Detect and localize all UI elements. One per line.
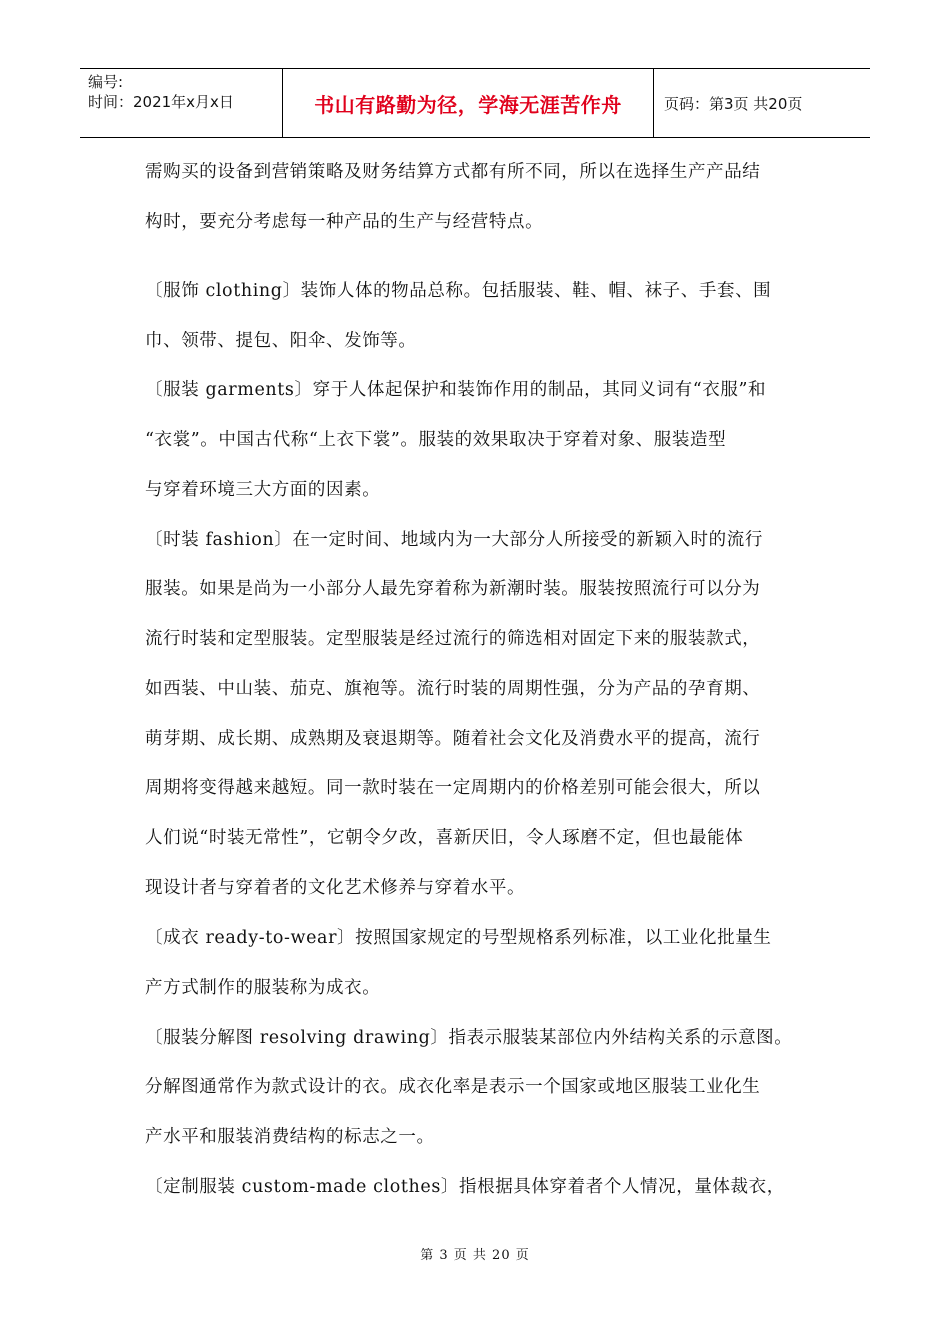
body-line: 〔成衣 ready-to-wear〕按照国家规定的号型规格系列标准，以工业化批量生: [145, 928, 772, 948]
page-footer: 第 3 页 共 20 页: [420, 1248, 530, 1263]
body-line: 与穿着环境三大方面的因素。: [145, 480, 381, 500]
body-line: 构时，要充分考虑每一种产品的生产与经营特点。: [145, 212, 544, 232]
body-line: 〔服饰 clothing〕装饰人体的物品总称。包括服装、鞋、帽、袜子、手套、围: [145, 281, 772, 301]
body-line: 〔服装分解图 resolving drawing〕指表示服装某部位内外结构关系的示意图。: [145, 1028, 793, 1048]
body-line: 萌芽期、成长期、成熟期及衰退期等。随着社会文化及消费水平的提高，流行: [145, 729, 761, 749]
body-line: 现设计者与穿着者的文化艺术修养与穿着水平。: [145, 878, 526, 898]
body-line: 产方式制作的服装称为成衣。: [145, 978, 381, 998]
page-info: 页码：第3页 共20页: [664, 94, 803, 113]
body-line: 服装。如果是尚为一小部分人最先穿着称为新潮时装。服装按照流行可以分为: [145, 579, 761, 599]
body-line: “衣裳”。中国古代称“上衣下裳”。服装的效果取决于穿着对象、服装造型: [145, 430, 727, 450]
body-line: 分解图通常作为款式设计的衣。成衣化率是表示一个国家或地区服装工业化生: [145, 1077, 761, 1097]
body-line: 〔定制服装 custom-made clothes〕指根据具体穿着者个人情况，量体裁衣，: [145, 1177, 785, 1197]
header-motto-cell: [283, 69, 654, 137]
number-label: 编号:: [88, 73, 124, 91]
body-line: 巾、领带、提包、阳伞、发饰等。: [145, 331, 417, 351]
body-line: 〔服装 garments〕穿于人体起保护和装饰作用的制品，其同义词有“衣服”和: [145, 380, 767, 400]
document-header: [80, 68, 870, 138]
body-line: 流行时装和定型服装。定型服装是经过流行的筛选相对固定下来的服装款式，: [145, 629, 761, 649]
motto-text: 书山有路勤为径，学海无涯苦作舟: [314, 92, 622, 117]
body-line: 产水平和服装消费结构的标志之一。: [145, 1127, 435, 1147]
body-line: 周期将变得越来越短。同一款时装在一定周期内的价格差别可能会很大，所以: [145, 778, 761, 798]
date-label: 时间：2021年x月x日: [88, 93, 234, 111]
header-meta-cell: [80, 69, 283, 137]
header-page-cell: [654, 69, 870, 137]
body-line: 〔时装 fashion〕在一定时间、地域内为一大部分人所接受的新颖入时的流行: [145, 530, 763, 550]
body-line: 如西装、中山装、茄克、旗袍等。流行时装的周期性强，分为产品的孕育期、: [145, 679, 761, 699]
body-line: 人们说“时装无常性”，它朝令夕改，喜新厌旧，令人琢磨不定，但也最能体: [145, 828, 744, 848]
body-line: 需购买的设备到营销策略及财务结算方式都有所不同，所以在选择生产产品结: [145, 162, 761, 182]
